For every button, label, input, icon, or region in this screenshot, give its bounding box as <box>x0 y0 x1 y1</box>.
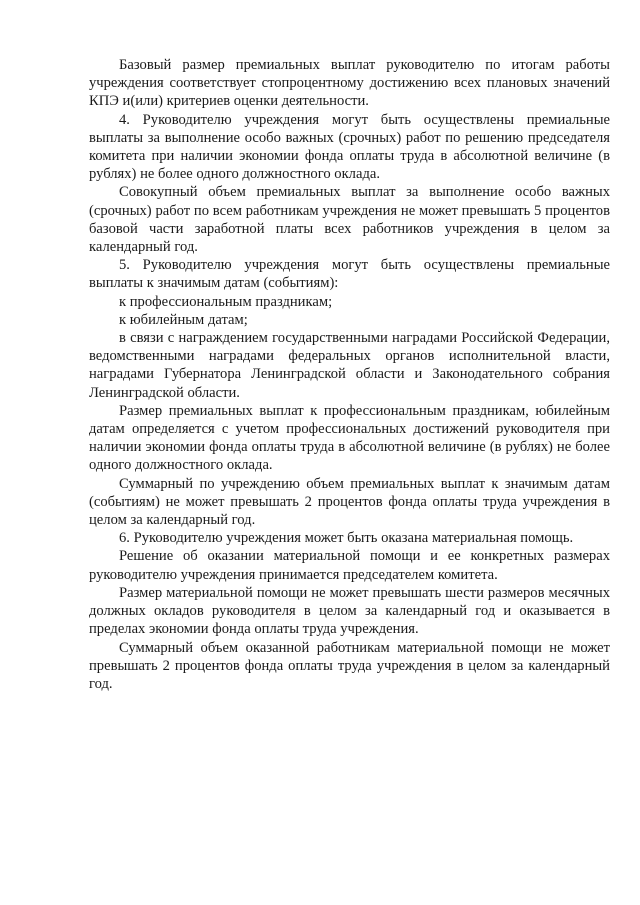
paragraph-item-5: 5. Руководителю учреждения могут быть осуществлены премиальные выплаты к значимым датам (событиям): <box>89 257 610 292</box>
paragraph-aid-decision: Решение об оказании материальной помощи и ее конкретных размерах руководителю учреждения принимается председателем комитета. <box>89 548 610 583</box>
list-item-state-awards: в связи с награждением государственными наградами Российской Федерации, ведомственными наградами федеральных органов исполнительной власти, наградами Губернатора Ленинградской области и Законодательного собрания Ленинградской области. <box>89 330 610 401</box>
paragraph-aid-size: Размер материальной помощи не может превышать шести размеров месячных должных окладов руководителя в целом за календарный год и оказывается в пределах экономии фонда оплаты труда учреждения. <box>89 584 610 638</box>
paragraph-significant-dates-limit: Суммарный по учреждению объем премиальных выплат к значимым датам (событиям) не может превышать 2 процентов фонда оплаты труда учреждения в целом за календарный год. <box>89 475 610 529</box>
paragraph-item-4: 4. Руководителю учреждения могут быть осуществлены премиальные выплаты за выполнение особо важных (срочных) работ по решению председателя комитета при наличии экономии фонда оплаты труда в абсолютной величине (в рублях) не более одного должностного оклада. <box>89 111 610 183</box>
paragraph-base-bonus: Базовый размер премиальных выплат руководителю по итогам работы учреждения соответствует стопроцентному достижению всех плановых значений КПЭ и(или) критериев оценки деятельности. <box>89 57 610 110</box>
paragraph-holiday-bonus-size: Размер премиальных выплат к профессиональным праздникам, юбилейным датам определяется с учетом профессиональных достижений руководителя при наличии экономии фонда оплаты труда в абсолютной величине (в рублях) не более одного должностного оклада. <box>89 402 610 474</box>
paragraph-urgent-limit: Совокупный объем премиальных выплат за выполнение особо важных (срочных) работ по всем работникам учреждения не может превышать 5 процентов базовой части заработной платы всех работников учреждения в целом за календарный год. <box>89 184 610 256</box>
paragraph-aid-total-limit: Суммарный объем оказанной работникам материальной помощи не может превышать 2 процентов фонда оплаты труда учреждения в целом за календарный год. <box>89 639 610 692</box>
document-body <box>89 56 610 693</box>
paragraph-item-6: 6. Руководителю учреждения может быть оказана материальная помощь. <box>119 530 574 547</box>
list-item-professional-holidays: к профессиональным праздникам; <box>119 293 333 310</box>
list-item-anniversaries: к юбилейным датам; <box>119 311 248 328</box>
